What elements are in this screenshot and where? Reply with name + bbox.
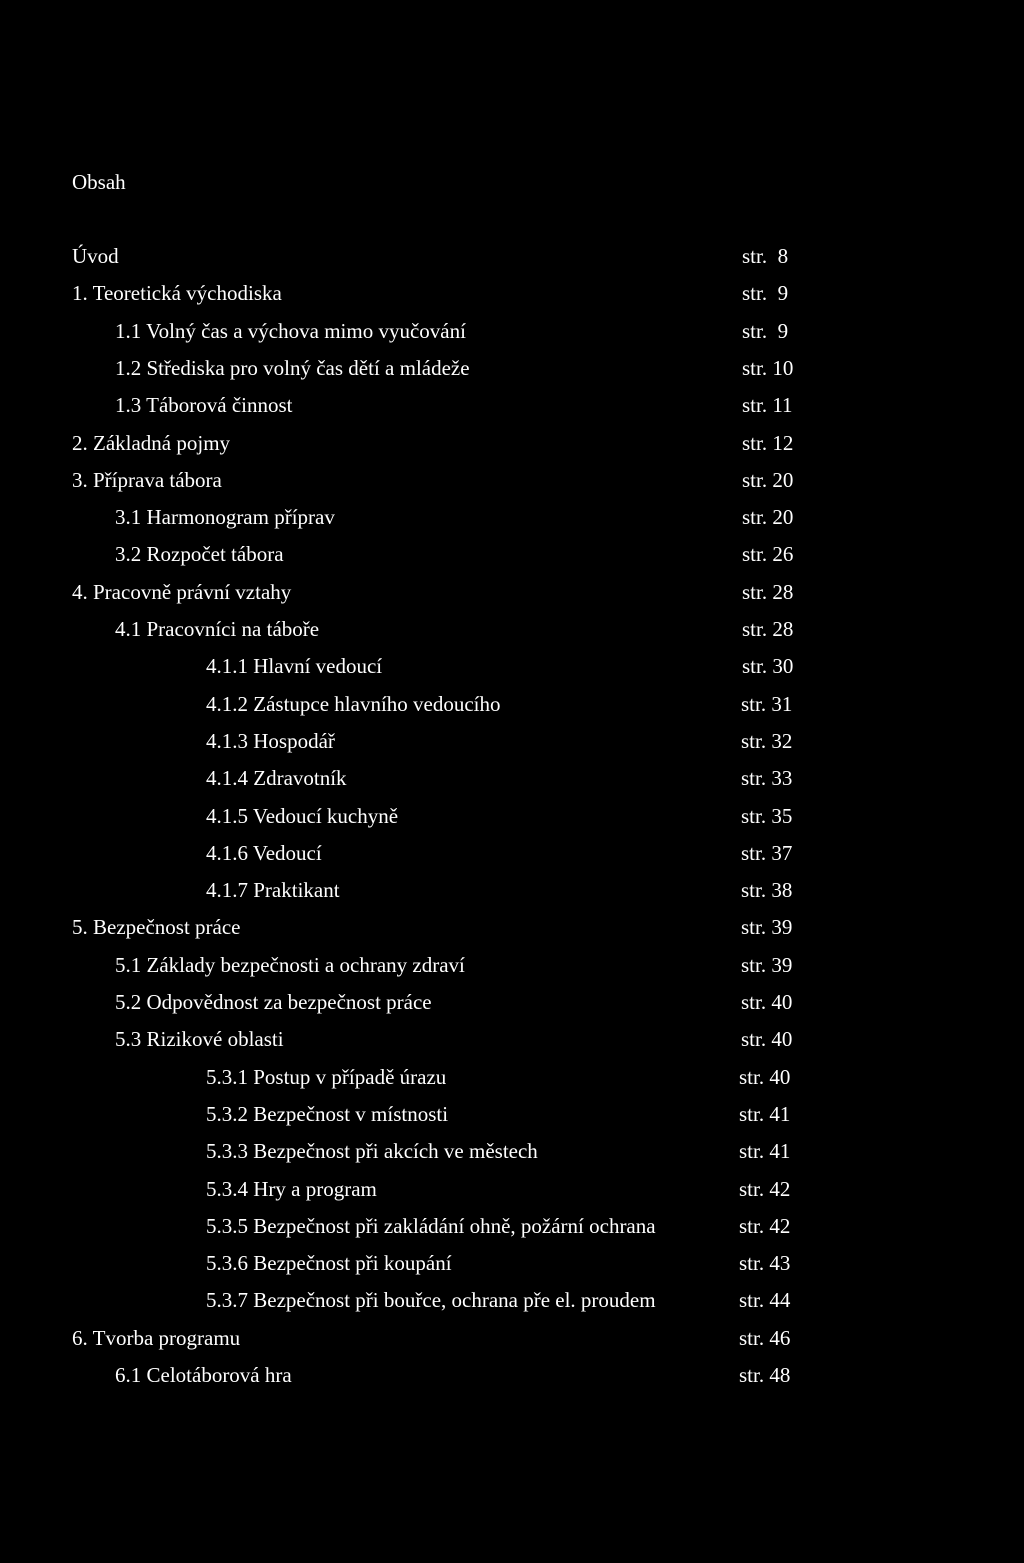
toc-entry-label: 4.1.7 Praktikant [206, 878, 340, 903]
toc-entry-label: 4.1.2 Zástupce hlavního vedoucího [206, 691, 501, 716]
toc-entry-label: 5.1 Základy bezpečnosti a ochrany zdraví [115, 952, 465, 977]
toc-entry-label: 4.1.3 Hospodář [206, 728, 335, 753]
toc-entry [0, 619, 1024, 645]
toc-entry [0, 952, 1024, 981]
toc-entry-page: str. 11 [742, 393, 793, 418]
toc-entry [0, 840, 1024, 869]
toc-entry-label: 6.1 Celotáborová hra [115, 1363, 292, 1387]
toc-entry-page: str. 41 [739, 1139, 791, 1164]
toc-entry-label: 5.2 Odpovědnost za bezpečnost práce [115, 990, 432, 1014]
toc-entry [0, 430, 1024, 459]
toc-entry-page: str. 42 [739, 1213, 791, 1238]
toc-entry-page: str. 31 [741, 691, 793, 716]
toc-entry-page: str. 20 [742, 467, 794, 492]
toc-entry-page: str. 40 [741, 990, 793, 1014]
toc-entry [0, 395, 1024, 421]
toc-entry [0, 318, 1024, 347]
toc-entry-label: 5.3.7 Bezpečnost při bouřce, ochrana pře el. proudem [206, 1288, 656, 1313]
toc-entry-page: str. 37 [741, 840, 793, 865]
toc-entry-label: 4.1.1 Hlavní vedoucí [206, 654, 383, 679]
toc-entry-page: str. 28 [742, 579, 794, 604]
toc-entry [0, 1101, 1024, 1130]
toc-entry-page: str. 35 [741, 803, 793, 828]
toc-entry [0, 355, 1024, 384]
toc-entry [0, 1213, 1024, 1242]
toc-entry-page: str. 46 [739, 1325, 791, 1350]
toc-entry-page: str. 39 [741, 952, 793, 977]
toc-entry-page: str. 48 [739, 1363, 791, 1387]
toc-entry-page: str. 28 [742, 617, 794, 641]
toc-entry-label: 4.1.6 Vedoucí [206, 840, 322, 865]
toc-entry [0, 1141, 1024, 1167]
toc-entry-label: 4.1.4 Zdravotník [206, 766, 347, 791]
toc-entry-label: 5.3 Rizikové oblasti [115, 1027, 284, 1052]
toc-entry-page: str. 30 [742, 654, 794, 679]
toc-entry [0, 992, 1024, 1018]
toc-entry-label: 5.3.3 Bezpečnost při akcích ve městech [206, 1139, 538, 1164]
toc-entry [0, 1325, 1024, 1354]
toc-entry [0, 544, 1024, 570]
toc-entry-label: 1.3 Táborová činnost [115, 393, 293, 418]
toc-entry [0, 803, 1024, 832]
toc-entry-label: 5.3.2 Bezpečnost v místnosti [206, 1101, 449, 1126]
toc-entry-page: str. 33 [741, 766, 793, 791]
toc-entry [0, 246, 1024, 272]
toc-entry-page: str. 26 [742, 542, 794, 567]
toc-entry-label: 2. Základná pojmy [72, 430, 231, 455]
toc-entry-page: str. 9 [742, 281, 789, 306]
toc-entry [0, 880, 1024, 906]
toc-entry-label: 1.1 Volný čas a výchova mimo vyučování [115, 318, 466, 343]
toc-entry-page: str. 39 [741, 915, 793, 940]
toc-entry-page: str. 40 [739, 1064, 791, 1089]
toc-entry-label: 1.2 Střediska pro volný čas dětí a mládeže [115, 355, 470, 380]
toc-entry [0, 691, 1024, 720]
toc-entry [0, 1253, 1024, 1279]
toc-entry [0, 1365, 1024, 1391]
toc-entry [0, 656, 1024, 682]
toc-entry-page: str. 8 [742, 244, 789, 268]
toc-entry-page: str. 10 [742, 355, 794, 380]
toc-entry [0, 1029, 1024, 1055]
toc-entry-label: Úvod [72, 244, 119, 268]
toc-entry [0, 283, 1024, 309]
toc-entry-page: str. 12 [742, 430, 794, 455]
toc-entry-page: str. 42 [739, 1176, 791, 1201]
toc-entry-label: 4.1.5 Vedoucí kuchyně [206, 803, 399, 828]
toc-entry-label: 3.1 Harmonogram příprav [115, 505, 335, 530]
toc-entry [0, 1176, 1024, 1205]
toc-entry [0, 728, 1024, 757]
toc-entry [0, 467, 1024, 496]
toc-entry-label: 4. Pracovně právní vztahy [72, 579, 292, 604]
page-title: Obsah [72, 170, 126, 194]
toc-entry-label: 3. Příprava tábora [72, 467, 222, 492]
toc-entry-page: str. 43 [739, 1251, 791, 1276]
toc-entry-label: 4.1 Pracovníci na táboře [115, 617, 320, 641]
toc-entry [0, 507, 1024, 533]
toc-entry-label: 5.3.1 Postup v případě úrazu [206, 1064, 447, 1089]
toc-entry [0, 1064, 1024, 1093]
toc-entry-page: str. 41 [739, 1101, 791, 1126]
toc-entry-label: 1. Teoretická východiska [72, 281, 282, 306]
toc-entry-page: str. 9 [742, 318, 789, 343]
toc-entry-page: str. 40 [741, 1027, 793, 1052]
toc-entry [0, 917, 1024, 943]
toc-entry-page: str. 20 [742, 505, 794, 530]
toc-entry-label: 5.3.4 Hry a program [206, 1176, 377, 1201]
toc-entry-page: str. 44 [739, 1288, 791, 1313]
toc-entry-label: 5. Bezpečnost práce [72, 915, 241, 940]
toc-entry-label: 6. Tvorba programu [72, 1325, 241, 1350]
toc-entry-label: 3.2 Rozpočet tábora [115, 542, 284, 567]
toc-entry-label: 5.3.5 Bezpečnost při zakládání ohně, požární ochrana [206, 1213, 656, 1238]
toc-entry [0, 1290, 1024, 1316]
toc-entry [0, 768, 1024, 794]
toc-entry-page: str. 32 [741, 728, 793, 753]
toc-entry [0, 579, 1024, 608]
toc-entry-page: str. 38 [741, 878, 793, 903]
toc-entry-label: 5.3.6 Bezpečnost při koupání [206, 1251, 452, 1276]
